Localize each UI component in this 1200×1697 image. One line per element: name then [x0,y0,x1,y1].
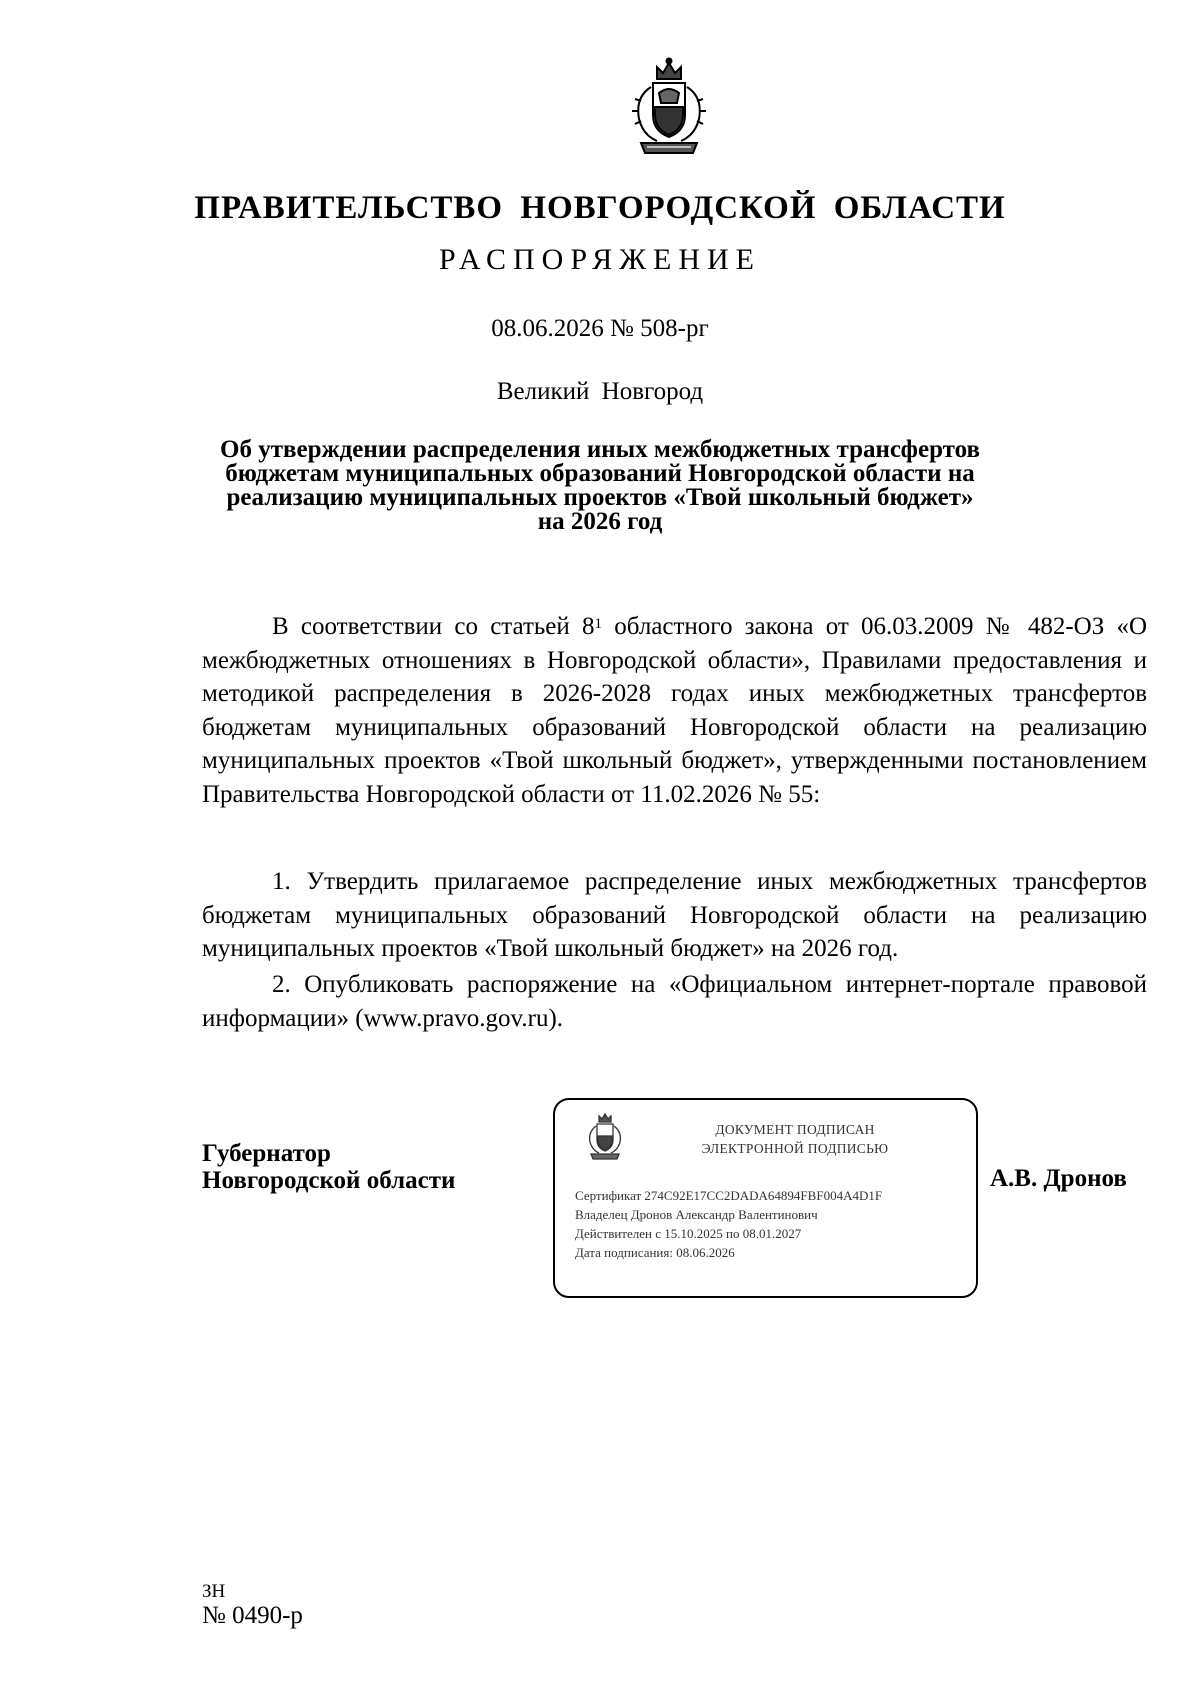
document-title [0,438,1200,534]
title-line: реализацию муниципальных проектов «Твой школьный бюджет» [226,484,974,511]
body-paragraph-item-1: 1. Утвердить прилагаемое распределение иных межбюджетных трансфертов бюджетам муниципальных образований Новгородской области на реализацию муниципальных проектов «Твой школьный бюджет» на 2026 год. [202,868,1147,963]
preamble-text-start: В соответствии со статьей 8 [272,613,595,640]
body-paragraph-item-2: 2. Опубликовать распоряжение на «Официальном интернет-портале правовой информации» (www.pravo.gov.ru). [202,971,1147,1032]
stamp-validity: Действителен с 15.10.2025 по 08.01.2027 [575,1226,802,1241]
stamp-heading-line: ЭЛЕКТРОННОЙ ПОДПИСЬЮ [701,1141,889,1156]
footer-registration [202,1580,303,1628]
signer-name: А.В. Дронов [990,1165,1127,1192]
title-line: на 2026 год [537,508,663,535]
position-line: Губернатор [202,1140,331,1167]
preamble-text-end: областного закона от 06.03.2009 № 482-ОЗ «О межбюджетных отношениях в Новгородской области», Правилами предоставления и методикой распределения в 2026-2028 годах иных межбюджетных трансфертов бюджетам муниципальных образований Новгородской области на реализацию муниципальных проектов «Твой школьный бюджет», утвержденными постановлением Правительства Новгородской области от 11.02.2026 № 55: [202,613,1147,808]
body-paragraph-preamble [202,610,1147,812]
stamp-details [575,1186,882,1262]
electronic-signature-stamp [553,1098,978,1298]
stamp-heading [635,1120,955,1158]
stamp-owner: Владелец Дронов Александр Валентинович [575,1207,818,1222]
footer-number: № 0490-р [202,1602,303,1629]
signatory-position [202,1140,455,1194]
stamp-signed-date: Дата подписания: 08.06.2026 [575,1245,735,1260]
footer-initials: ЗН [202,1581,226,1602]
stamp-heading-line: ДОКУМЕНТ ПОДПИСАН [715,1122,875,1137]
stamp-certificate: Сертификат 274C92E17CC2DADA64894FBF004A4D1F [575,1188,883,1203]
document-date-number: 08.06.2026 № 508-рг [491,315,709,342]
position-line: Новгородской области [202,1167,456,1194]
organization-name: ПРАВИТЕЛЬСТВО НОВГОРОДСКОЙ ОБЛАСТИ [194,190,1006,226]
stamp-coat-of-arms-icon [585,1112,625,1162]
document-place: Великий Новгород [496,378,704,405]
document-type: РАСПОРЯЖЕНИЕ [438,243,762,276]
coat-of-arms-icon [627,57,711,159]
title-line: Об утверждении распределения иных межбюджетных трансфертов [220,436,980,463]
title-line: бюджетам муниципальных образований Новгородской области на [225,460,975,487]
article-superscript: 1 [594,616,603,632]
